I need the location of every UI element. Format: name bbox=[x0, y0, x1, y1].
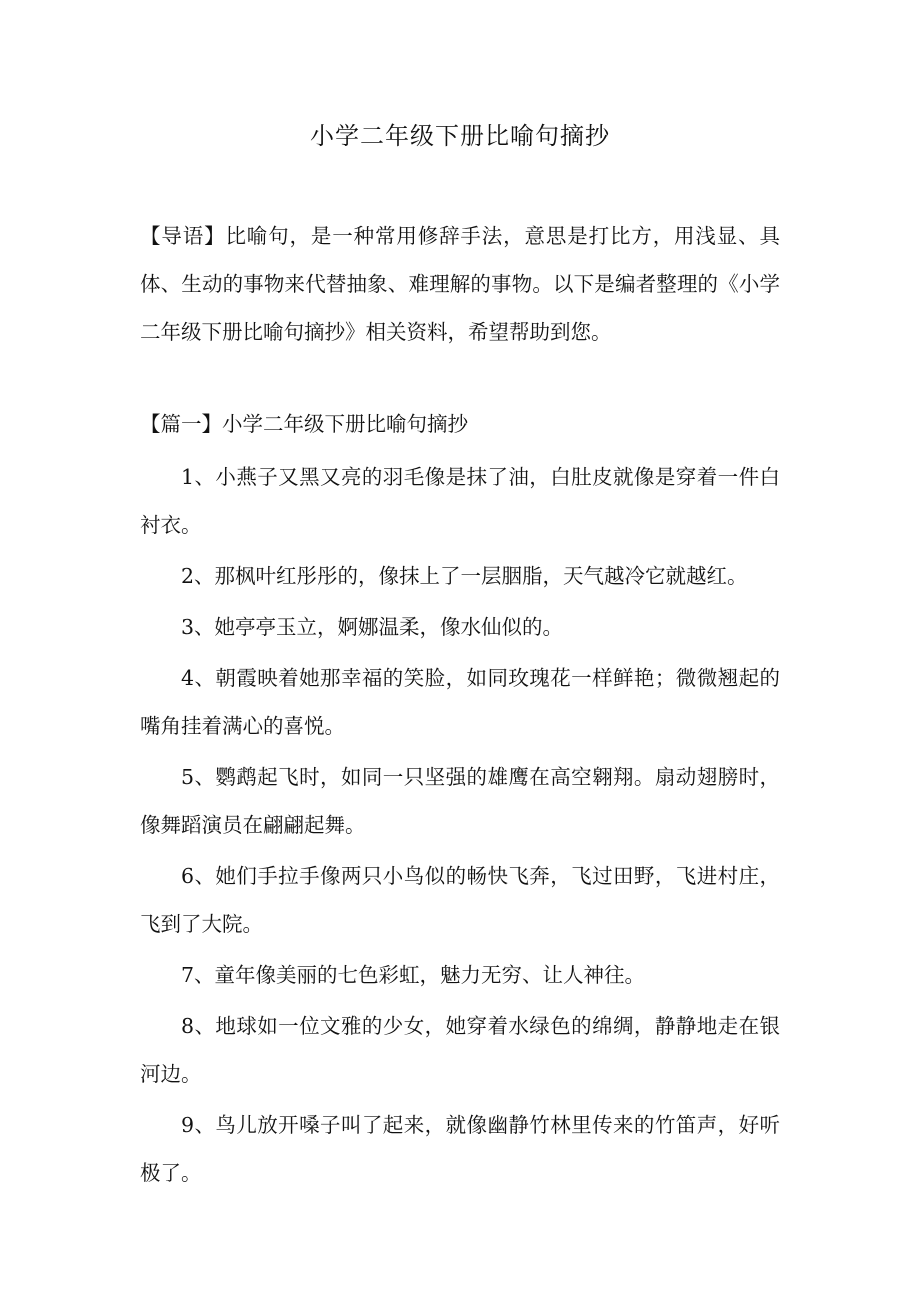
list-item: 7、童年像美丽的七色彩虹，魅力无穷、让人神往。 bbox=[181, 963, 646, 987]
list-item: 5、鹦鹉起飞时，如同一只坚强的雄鹰在高空翱翔。扇动翅膀时，像舞蹈演员在翩翩起舞。 bbox=[140, 765, 780, 837]
section-heading: 【篇一】小学二年级下册比喻句摘抄 bbox=[140, 412, 468, 436]
list-item: 9、鸟儿放开嗓子叫了起来，就像幽静竹林里传来的竹笛声，好听极了。 bbox=[140, 1113, 780, 1185]
document-title: 小学二年级下册比喻句摘抄 bbox=[310, 122, 610, 150]
list-item: 8、地球如一位文雅的少女，她穿着水绿色的绵绸，静静地走在银河边。 bbox=[140, 1014, 780, 1086]
list-item: 4、朝霞映着她那幸福的笑脸，如同玫瑰花一样鲜艳；微微翘起的嘴角挂着满心的喜悦。 bbox=[140, 666, 780, 738]
intro-paragraph: 【导语】比喻句，是一种常用修辞手法，意思是打比方，用浅显、具体、生动的事物来代替抽象、难理解的事物。以下是编者整理的《小学二年级下册比喻句摘抄》相关资料，希望帮助到您。 bbox=[140, 224, 780, 344]
list-item: 2、那枫叶红彤彤的，像抹上了一层胭脂，天气越冷它就越红。 bbox=[181, 564, 748, 588]
sentence-list bbox=[140, 453, 780, 1200]
list-item: 3、她亭亭玉立，婀娜温柔，像水仙似的。 bbox=[181, 615, 564, 639]
list-item: 1、小燕子又黑又亮的羽毛像是抹了油，白肚皮就像是穿着一件白衬衣。 bbox=[140, 465, 780, 537]
list-item: 6、她们手拉手像两只小鸟似的畅快飞奔，飞过田野，飞进村庄，飞到了大院。 bbox=[140, 864, 780, 936]
